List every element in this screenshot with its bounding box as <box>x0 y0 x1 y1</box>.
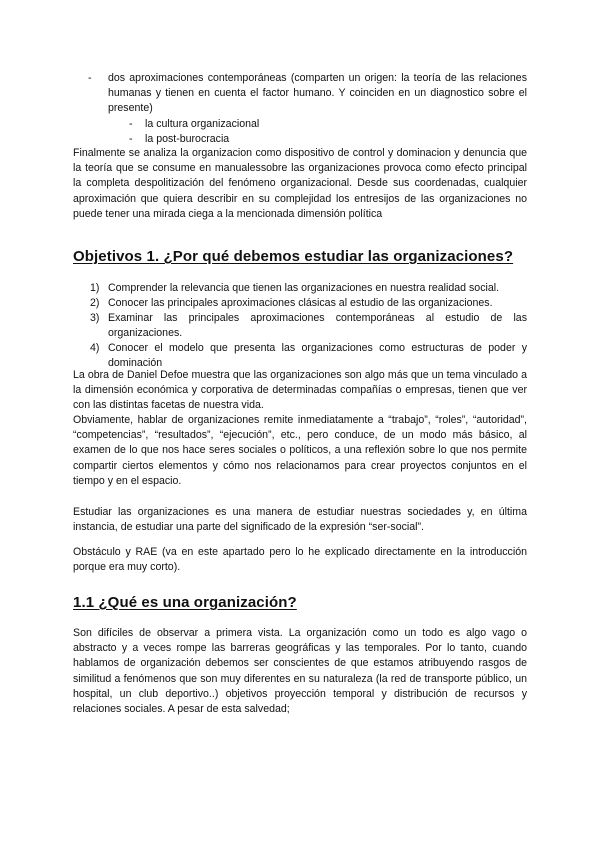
objective-item <box>90 296 527 311</box>
intro-bullet <box>88 71 527 117</box>
sub-item-2 <box>129 132 229 147</box>
section-heading-que-es: 1.1 ¿Qué es una organización? <box>73 594 297 611</box>
sub-item-text: la cultura organizacional <box>145 118 260 130</box>
objective-item <box>90 341 527 371</box>
sub-bullet-dash: - <box>129 133 133 145</box>
paragraph-defoe: La obra de Daniel Defoe muestra que las organizaciones son algo más que un tema vinculado a la dimensión económica y corporativa de determinadas compañías o empresas, tienen que ver con las distintas facetas de nuestra vida. <box>73 369 527 412</box>
section-heading-objetivos: Objetivos 1. ¿Por qué debemos estudiar las organizaciones? <box>73 248 514 265</box>
objective-text: Conocer las principales aproximaciones clásicas al estudio de las organizaciones. <box>108 297 493 309</box>
paragraph-obstaculo: Obstáculo y RAE (va en este apartado pero lo he explicado directamente en la introducción porque era muy corto). <box>73 546 527 574</box>
objective-text: Comprender la relevancia que tienen las organizaciones en nuestra realidad social. <box>108 282 500 294</box>
objective-number: 1) <box>90 282 100 294</box>
sub-bullet-dash: - <box>129 118 133 130</box>
objective-number: 3) <box>90 312 100 324</box>
paragraph-estudiar: Estudiar las organizaciones es una manera de estudiar nuestras sociedades y, en última instancia, de estudiar una parte del significado de la expresión “ser-social”. <box>73 506 527 534</box>
objective-number: 2) <box>90 297 100 309</box>
intro-paragraph: Finalmente se analiza la organizacion como dispositivo de control y dominacion y denuncia que la teoría que se consume en manualessobre las organizaciones provoca como efecto principal la completa despolitización del fenómeno organizacional. Desde sus coordenadas, cualquier aproximación que quiera describir en su complejidad los entresijos de las organizaciones no puede tener una mirada ciega a la mencionada dimensión política <box>73 147 527 220</box>
objective-item <box>90 281 527 296</box>
sub-item-text: la post-burocracia <box>145 133 230 145</box>
objective-item <box>90 311 527 341</box>
objective-text: Conocer el modelo que presenta las organizaciones como estructuras de poder y dominación <box>108 342 527 370</box>
objective-text: Examinar las principales aproximaciones contemporáneas al estudio de las organizaciones. <box>108 312 527 340</box>
objective-number: 4) <box>90 342 100 354</box>
paragraph-que-es: Son difíciles de observar a primera vista. La organización como un todo es algo vago o abstracto y a veces rompe las barreras geográficas y las temporales. Por lo tanto, cuando hablamos de organización debemos ser conscientes de que estamos atribuyendo rasgos de similitud a fenómenos que son muy diferentes en su naturaleza (la red de transporte público, un hospital, un club deportivo..) objetivos proyección temporal y distribución de recursos y relaciones sociales. A pesar de esta salvedad; <box>73 627 527 716</box>
bullet-dash: - <box>88 72 92 84</box>
sub-item-1 <box>129 117 259 132</box>
intro-bullet-text: dos aproximaciones contemporáneas (comparten un origen: la teoría de las relaciones humanas y tienen en cuenta el factor humano. Y coinciden en un diagnostico sobre el presente) <box>108 72 527 115</box>
paragraph-obviamente: Obviamente, hablar de organizaciones remite inmediatamente a “trabajo”, “roles”, “autoridad”, “competencias”, “resultados”, “ejecución”, etc., pero conduce, de un modo más básico, al examen de lo que nos hace seres sociales o políticos, a una reflexión sobre lo que nos permite compartir ciertos elementos y cómo nos relacionamos para crear proyectos conjuntos en el tiempo y en el espacio. <box>73 414 527 487</box>
